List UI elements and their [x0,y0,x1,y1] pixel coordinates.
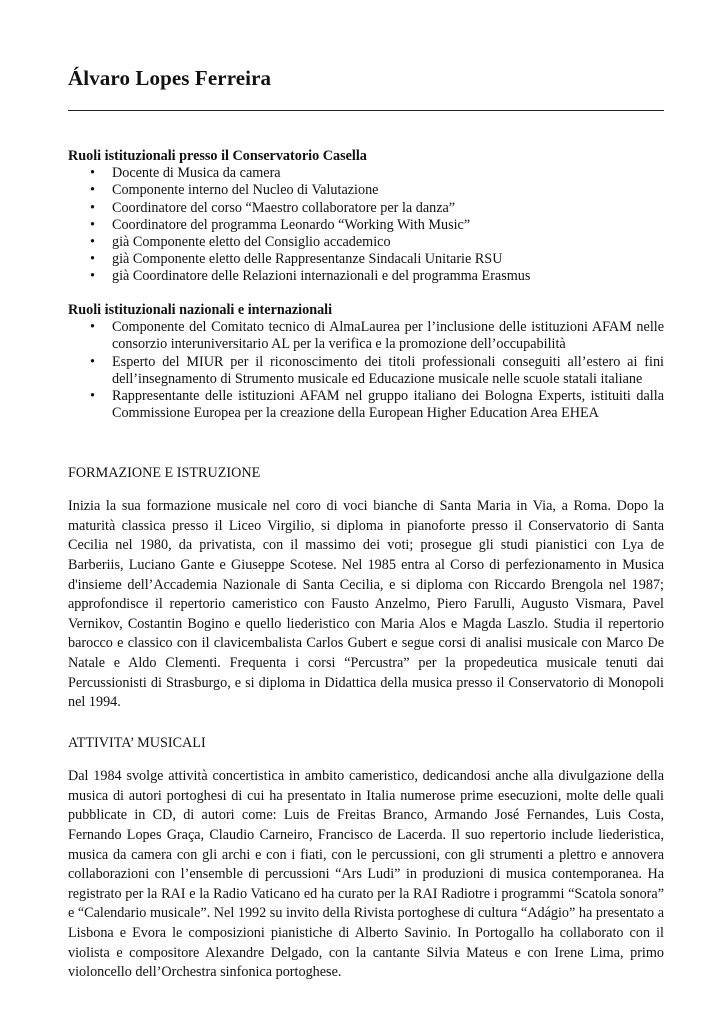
attivita-text: Dal 1984 svolge attività concertistica in ambito cameristico, dedicandosi anche alla divulgazione della musica di autori portoghesi di cui ha presentato in Italia numerose prime esecuzioni, molte delle quali pubblicate in CD, di autori come: Luis de Freitas Branco, Armando José Fernandes, Luis Costa, Fernando Lopes Graça, Claudio Carneiro, Francisco de Lacerda. Il suo repertorio include liederistica, musica da camera con gli archi e con i fiati, con le percussioni, con gli strumenti a plettro e annovera collaborazioni con l’ensemble di percussioni “Ars Ludi” in produzioni di musica contemporanea. Ha registrato per la RAI e la Radio Vaticano ed ha curato per la RAI Radiotre i programmi “Scatola sonora” e “Calendario musicale”. Nel 1992 su invito della Rivista portoghese di cultura “Adágio” ha presentato a Lisbona e Evora le composizioni pianistiche di Alberto Savinio. In Portogallo ha collaborato con il violista e compositore Alexandre Delgado, con la cantante Silvia Mateus e con Irene Lima, primo violoncello dell’Orchestra sinfonica portoghese. [68,768,664,981]
page-title: Álvaro Lopes Ferreira [68,66,272,90]
list-item: • già Componente eletto delle Rappresentanze Sindacali Unitarie RSU [68,251,664,268]
roles-national-title: Ruoli istituzionali nazionali e internazionali [68,302,333,318]
formazione-text: Inizia la sua formazione musicale nel coro di voci bianche di Santa Maria in Via, a Roma. Dopo la maturità classica presso il Liceo Virgilio, si diploma in pianoforte presso il Conservatorio di Santa Cecilia nel 1980, da privatista, con il massimo dei voti; prosegue gli studi pianistici con Lya de Barberiis, Luciano Gante e Giuseppe Scotese. Nel 1985 entra al Corso di perfezionamento in Musica d'insieme dell’Accademia Nazionale di Santa Cecilia, e si diploma con Riccardo Brengola nel 1987; approfondisce il repertorio cameristico con Fausto Anzelmo, Piero Farulli, Augusto Vismara, Pavel Vernikov, Costantin Bogino e quello liederistico con Maria Alos e Magda Laszlo. Studia il repertorio barocco e classico con il clavicembalista Carlos Gubert e segue corsi di analisi musicale con Marco De Natale e Aldo Clementi. Frequenta i corsi “Percustra” per la propedeutica musicale tenuti dai Percussionisti di Strasburgo, e si diploma in Didattica della musica presso il Conservatorio di Monopoli nel 1994. [68,498,664,711]
attivita-section [68,735,664,983]
formazione-heading: FORMAZIONE E ISTRUZIONE [68,465,261,481]
formazione-section [68,465,664,713]
roles-national-section [68,302,664,422]
list-item: • Componente interno del Nucleo di Valutazione [68,182,664,199]
roles-national-list [68,319,664,422]
roles-casella-title: Ruoli istituzionali presso il Conservatorio Casella [68,148,367,164]
list-item: • già Componente eletto del Consiglio accademico [68,234,664,251]
list-item: • Componente del Comitato tecnico di AlmaLaurea per l’inclusione delle istituzioni AFAM nelle consorzio interuniversitario AL per la verifica e la promozione dell’occupabilità [68,319,664,353]
list-item: • Esperto del MIUR per il riconoscimento dei titoli professionali conseguiti all’estero ai fini dell’insegnamento di Strumento musicale ed Educazione musicale nelle scuole statali italiane [68,354,664,388]
attivita-heading: ATTIVITA’ MUSICALI [68,735,206,751]
roles-casella-section [68,148,664,286]
list-item: • Rappresentante delle istituzioni AFAM nel gruppo italiano dei Bologna Experts, istituiti dalla Commissione Europea per la creazione della European Higher Education Area EHEA [68,388,664,422]
list-item: • Docente di Musica da camera [68,165,664,182]
list-item: • Coordinatore del programma Leonardo “Working With Music” [68,217,664,234]
title-divider [68,110,664,111]
list-item: • Coordinatore del corso “Maestro collaboratore per la danza” [68,200,664,217]
roles-casella-list [68,165,664,285]
list-item: • già Coordinatore delle Relazioni internazionali e del programma Erasmus [68,268,664,285]
